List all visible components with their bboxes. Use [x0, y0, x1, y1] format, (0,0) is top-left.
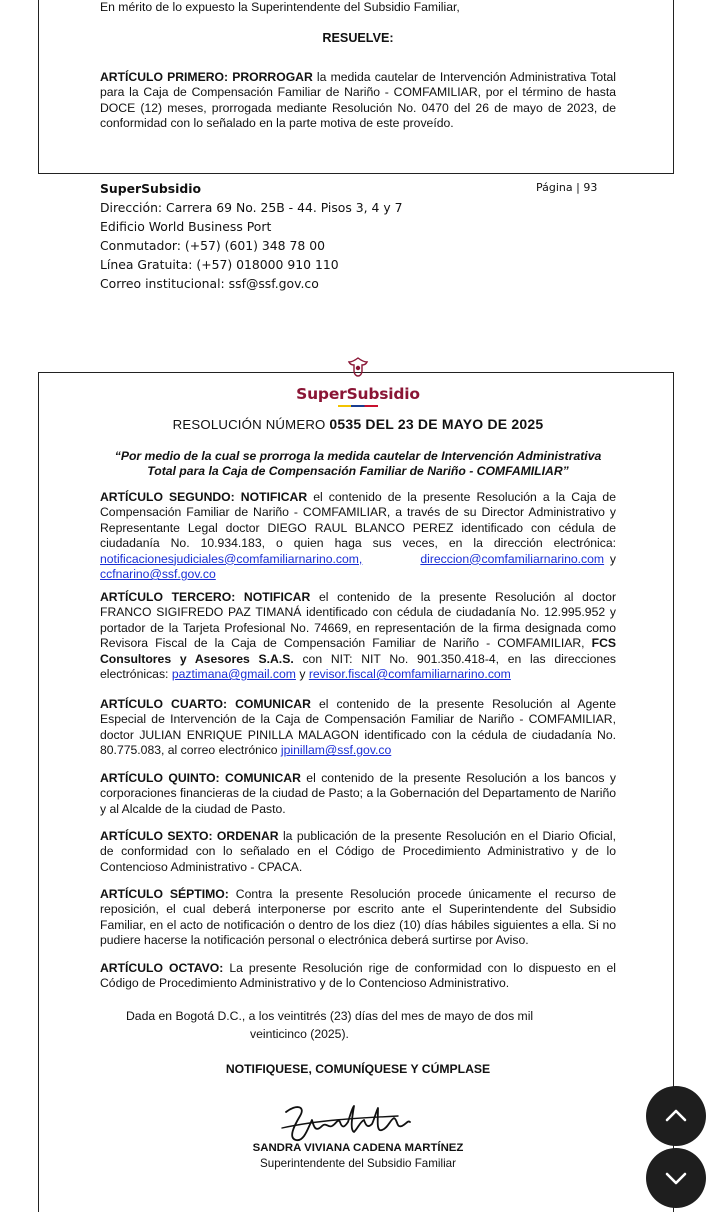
- resolution-number: 0535 DEL 23 DE MAYO DE 2025: [329, 416, 544, 432]
- intro-text: En mérito de lo expuesto la Superintendente del Subsidio Familiar,: [100, 0, 460, 14]
- signer-block: [100, 1140, 616, 1171]
- email-link-direccion[interactable]: direccion@comfamiliarnarino.com: [420, 551, 605, 566]
- article-2-and: y: [604, 551, 616, 566]
- resolution-subject: “Por medio de la cual se prorroga la medida cautelar de Intervención Administrativa Total para la Caja de Compensación Familiar de Nariño - COMFAMILIAR”: [114, 449, 602, 479]
- dada-en-line-2: veinticinco (2025).: [250, 1027, 349, 1041]
- scroll-up-button[interactable]: [646, 1086, 706, 1146]
- article-1-heading: ARTÍCULO PRIMERO: PRORROGAR: [100, 70, 313, 84]
- footer-address: Dirección: Carrera 69 No. 25B - 44. Pisos 3, 4 y 7: [100, 200, 403, 215]
- article-7: [100, 887, 616, 949]
- article-6: [100, 829, 616, 875]
- email-link-notificaciones[interactable]: notificacionesjudiciales@comfamiliarnarino.com,: [100, 551, 363, 566]
- signer-title: Superintendente del Subsidio Familiar: [260, 1157, 456, 1170]
- article-3-and: y: [295, 667, 309, 682]
- resuelve-heading: RESUELVE:: [322, 31, 394, 45]
- footer-toll-free: Línea Gratuita: (+57) 018000 910 110: [100, 257, 339, 272]
- resolution-heading: [100, 416, 616, 432]
- footer-switchboard: Conmutador: (+57) (601) 348 78 00: [100, 238, 325, 253]
- footer-email: Correo institucional: ssf@ssf.gov.co: [100, 276, 319, 291]
- flag-stripe: [338, 405, 378, 407]
- article-1: [100, 70, 616, 132]
- dada-en-line-1: Dada en Bogotá D.C., a los veintitrés (23) días del mes de mayo de dos mil: [126, 1009, 534, 1023]
- article-6-body: la publicación de la presente Resolución en el Diario Oficial, de conformidad con lo señalado en el Código de Procedimiento Administrativo y de lo Contencioso Administrativo - CPACA.: [100, 829, 616, 874]
- article-3-body: el contenido de la presente Resolución al doctor FRANCO SIGIFREDO PAZ TIMANÁ identificado con cédula de ciudadanía No. 12.995.952 y portador de la Tarjeta Profesional No. 74669, en representación de la firma designada como Revisora Fiscal de la Caja de Compensación Familiar de Nariño - COMFAMILIAR,: [100, 590, 616, 651]
- logo-wordmark: SuperSubsidio: [296, 385, 420, 403]
- article-3-body-2: con NIT: NIT No. 901.350.418-4, en las direcciones electrónicas:: [100, 651, 617, 682]
- page-number: Página | 93: [536, 181, 598, 194]
- signer-name: SANDRA VIVIANA CADENA MARTÍNEZ: [252, 1142, 464, 1154]
- article-3-heading: ARTÍCULO TERCERO: NOTIFICAR: [100, 590, 311, 604]
- article-3: [100, 590, 616, 682]
- article-1-body: la medida cautelar de Intervención Administrativa Total para la Caja de Compensación Familiar de Nariño - COMFAMILIAR, por el término de hasta DOCE (12) meses, prorrogada mediante Resolución No. 0470 del 26 de mayo de 2023, de conformidad con lo señalado en la parte motiva de este proveído.: [100, 70, 616, 131]
- article-8-heading: ARTÍCULO OCTAVO:: [100, 961, 224, 975]
- article-7-body: Contra la presente Resolución procede únicamente el recurso de reposición, el cual deberá interponerse por escrito ante el Superintendente del Subsidio Familiar, en el acto de notificación o dentro de los diez (10) días hábiles siguientes a ella. Si no pudiere hacerse la notificación personal o electrónica deberá surtirse por Aviso.: [100, 887, 617, 948]
- article-4-heading: ARTÍCULO CUARTO: COMUNICAR: [100, 697, 311, 711]
- article-2-body: el contenido de la presente Resolución a la Caja de Compensación Familiar de Nariño - COMFAMILIAR, a través de su Director Administrativo y Representante Legal doctor DIEGO RAUL BLANCO PEREZ identificado con cédula de ciudadanía No. 10.934.183, o quien haga sus veces, en la dirección electrónica:: [100, 490, 616, 551]
- article-8: [100, 961, 616, 992]
- page-footer: [100, 179, 403, 293]
- email-link-paztimana[interactable]: paztimana@gmail.com: [171, 667, 296, 682]
- chevron-up-icon: [661, 1101, 691, 1131]
- article-2-heading: ARTÍCULO SEGUNDO: NOTIFICAR: [100, 490, 308, 504]
- notifiquese-text: NOTIFIQUESE, COMUNÍQUESE Y CÚMPLASE: [225, 1062, 491, 1076]
- article-5-body: el contenido de la presente Resolución a los bancos y corporaciones financieras de la ciudad de Pasto; a la Gobernación del Departamento de Nariño y al Alcalde de la ciudad de Pasto.: [100, 771, 616, 816]
- resolution-prefix: RESOLUCIÓN NÚMERO: [172, 417, 330, 432]
- article-6-heading: ARTÍCULO SEXTO: ORDENAR: [100, 829, 279, 843]
- article-7-heading: ARTÍCULO SÉPTIMO:: [100, 887, 229, 901]
- footer-building: Edificio World Business Port: [100, 219, 272, 234]
- dada-en-text: [126, 1007, 606, 1043]
- article-5-heading: ARTÍCULO QUINTO: COMUNICAR: [100, 771, 301, 785]
- scroll-down-button[interactable]: [646, 1148, 706, 1208]
- article-3-firm: FCS Consultores y Asesores S.A.S.: [100, 636, 616, 666]
- article-4-body: el contenido de la presente Resolución al Agente Especial de Intervención de la Caja de Compensación Familiar de Nariño - COMFAMILIAR, doctor JULIAN ENRIQUE PINILLA MALAGON identificado con la cédula de ciudadanía No. 80.775.083, al correo electrónico: [100, 697, 617, 758]
- article-4: [100, 697, 616, 759]
- chevron-down-icon: [661, 1163, 691, 1193]
- article-2: [100, 490, 616, 582]
- coat-of-arms-icon: [347, 356, 369, 378]
- supersubsidio-logo: [296, 356, 420, 407]
- article-8-body: La presente Resolución rige de conformidad con lo dispuesto en el Código de Procedimiento Administrativo y de lo Contencioso Administrativo.: [100, 961, 616, 991]
- footer-brand: SuperSubsidio: [100, 181, 201, 196]
- email-link-ccfnarino[interactable]: ccfnarino@ssf.gov.co: [100, 567, 216, 582]
- email-link-revisor[interactable]: revisor.fiscal@comfamiliarnarino.com: [308, 667, 511, 682]
- email-link-jpinillam[interactable]: jpinillam@ssf.gov.co: [280, 743, 392, 758]
- article-5: [100, 771, 616, 817]
